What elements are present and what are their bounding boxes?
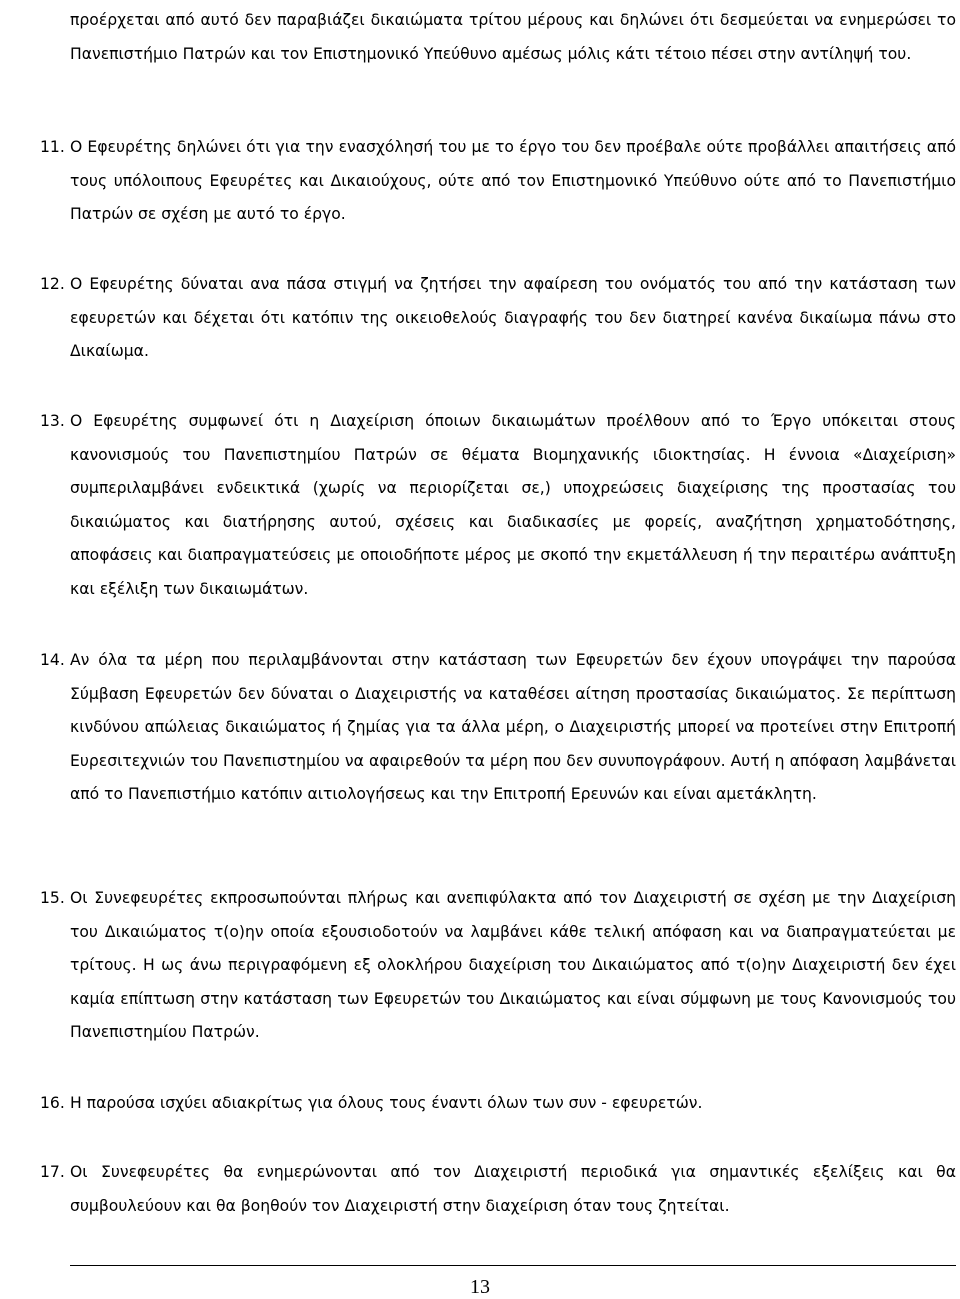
clause-number: 12. (40, 275, 65, 293)
clause-number: 15. (40, 889, 65, 907)
clause-number: 14. (40, 651, 65, 669)
clause-text: Αν όλα τα μέρη που περιλαμβάνονται στην κατάσταση των Εφευρετών δεν έχουν υπογράψει την παρούσα Σύμβαση Εφευρετών δεν δύναται ο Διαχειριστής να καταθέσει αίτηση προστασίας δικαιώματος. Σε περίπτωση κινδύνου απώλειας δικαιώματος ή ζημίας για τα άλλα μέρη, ο Διαχειριστής μπορεί να προτείνει στην Επιτροπή Ευρεσιτεχνιών του Πανεπιστημίου να αφαιρεθούν τα μέρη που δεν συνυπογράφουν. Αυτή η απόφαση λαμβάνεται από το Πανεπιστήμιο κατόπιν αιτιολογήσεως και την Επιτροπή Ερευνών και είναι αμετάκλητη. (70, 651, 956, 803)
clause-13 (40, 405, 956, 606)
clause-text: Οι Συνεφευρέτες θα ενημερώνονται από τον Διαχειριστή περιοδικά για σημαντικές εξελίξεις και θα συμβουλεύουν και θα βοηθούν τον Διαχειριστή στην διαχείριση όταν τους ζητείται. (70, 1163, 956, 1215)
clause-text: Ο Εφευρέτης συμφωνεί ότι η Διαχείριση όποιων δικαιωμάτων προέλθουν από το Έργο υπόκειται στους κανονισμούς του Πανεπιστημίου Πατρών σε θέματα Βιομηχανικής ιδιοκτησίας. Η έννοια «Διαχείριση» συμπεριλαμβάνει ενδεικτικά (χωρίς να περιορίζεται σε,) υποχρεώσεις διαχείρισης της προστασίας του δικαιώματος και διατήρησης αυτού, σχέσεις και διαδικασίες με φορείς, αναζήτηση χρηματοδότησης, αποφάσεις και διαπραγματεύσεις με οποιοδήποτε μέρος με σκοπό την εκμετάλλευση ή την περαιτέρω ανάπτυξη και εξέλιξη των δικαιωμάτων. (70, 412, 956, 598)
clause-16 (40, 1087, 956, 1121)
clause-number: 13. (40, 412, 65, 430)
clause-text: Ο Εφευρέτης δηλώνει ότι για την ενασχόλησή του με το έργο του δεν προέβαλε ούτε προβάλλει απαιτήσεις από τους υπόλοιπους Εφευρέτες και Δικαιούχους, ούτε από τον Επιστημονικό Υπεύθυνο ούτε από το Πανεπιστήμιο Πατρών σε σχέση με αυτό το έργο. (70, 138, 956, 223)
clause-14 (40, 644, 956, 812)
clause-11 (40, 131, 956, 232)
page-number: 13 (470, 1276, 490, 1298)
clause-text: Η παρούσα ισχύει αδιακρίτως για όλους τους έναντι όλων των συν - εφευρετών. (70, 1094, 703, 1112)
intro-continuation-paragraph: προέρχεται από αυτό δεν παραβιάζει δικαιώματα τρίτου μέρους και δηλώνει ότι δεσμεύεται να ενημερώσει το Πανεπιστήμιο Πατρών και τον Επιστημονικό Υπεύθυνο αμέσως μόλις κάτι τέτοιο πέσει στην αντίληψή του. (70, 11, 956, 63)
clause-number: 17. (40, 1163, 65, 1181)
clause-text: Οι Συνεφευρέτες εκπροσωπούνται πλήρως και ανεπιφύλακτα από τον Διαχειριστή σε σχέση με την Διαχείριση του Δικαιώματος τ(ο)ην οποία εξουσιοδοτούν να λαμβάνει κάθε τελική απόφαση και να διαπραγματεύεται με τρίτους. Η ως άνω περιγραφόμενη εξ ολοκλήρου διαχείριση του Δικαιώματος από τ(ο)ην Διαχειριστή δεν έχει καμία επίπτωση στην κατάσταση των Εφευρετών του Δικαιώματος και είναι σύμφωνη με τους Κανονισμούς του Πανεπιστημίου Πατρών. (70, 889, 956, 1041)
clause-17 (40, 1156, 956, 1223)
clause-12 (40, 268, 956, 369)
footer-divider (70, 1265, 956, 1266)
clause-15 (40, 882, 956, 1050)
clause-number: 11. (40, 138, 65, 156)
clause-number: 16. (40, 1094, 65, 1112)
clause-text: Ο Εφευρέτης δύναται ανα πάσα στιγμή να ζητήσει την αφαίρεση του ονόματός του από την κατάσταση των εφευρετών και δέχεται ότι κατόπιν της οικειοθελούς διαγραφής του δεν διατηρεί κανένα δικαίωμα πάνω στο Δικαίωμα. (70, 275, 956, 360)
